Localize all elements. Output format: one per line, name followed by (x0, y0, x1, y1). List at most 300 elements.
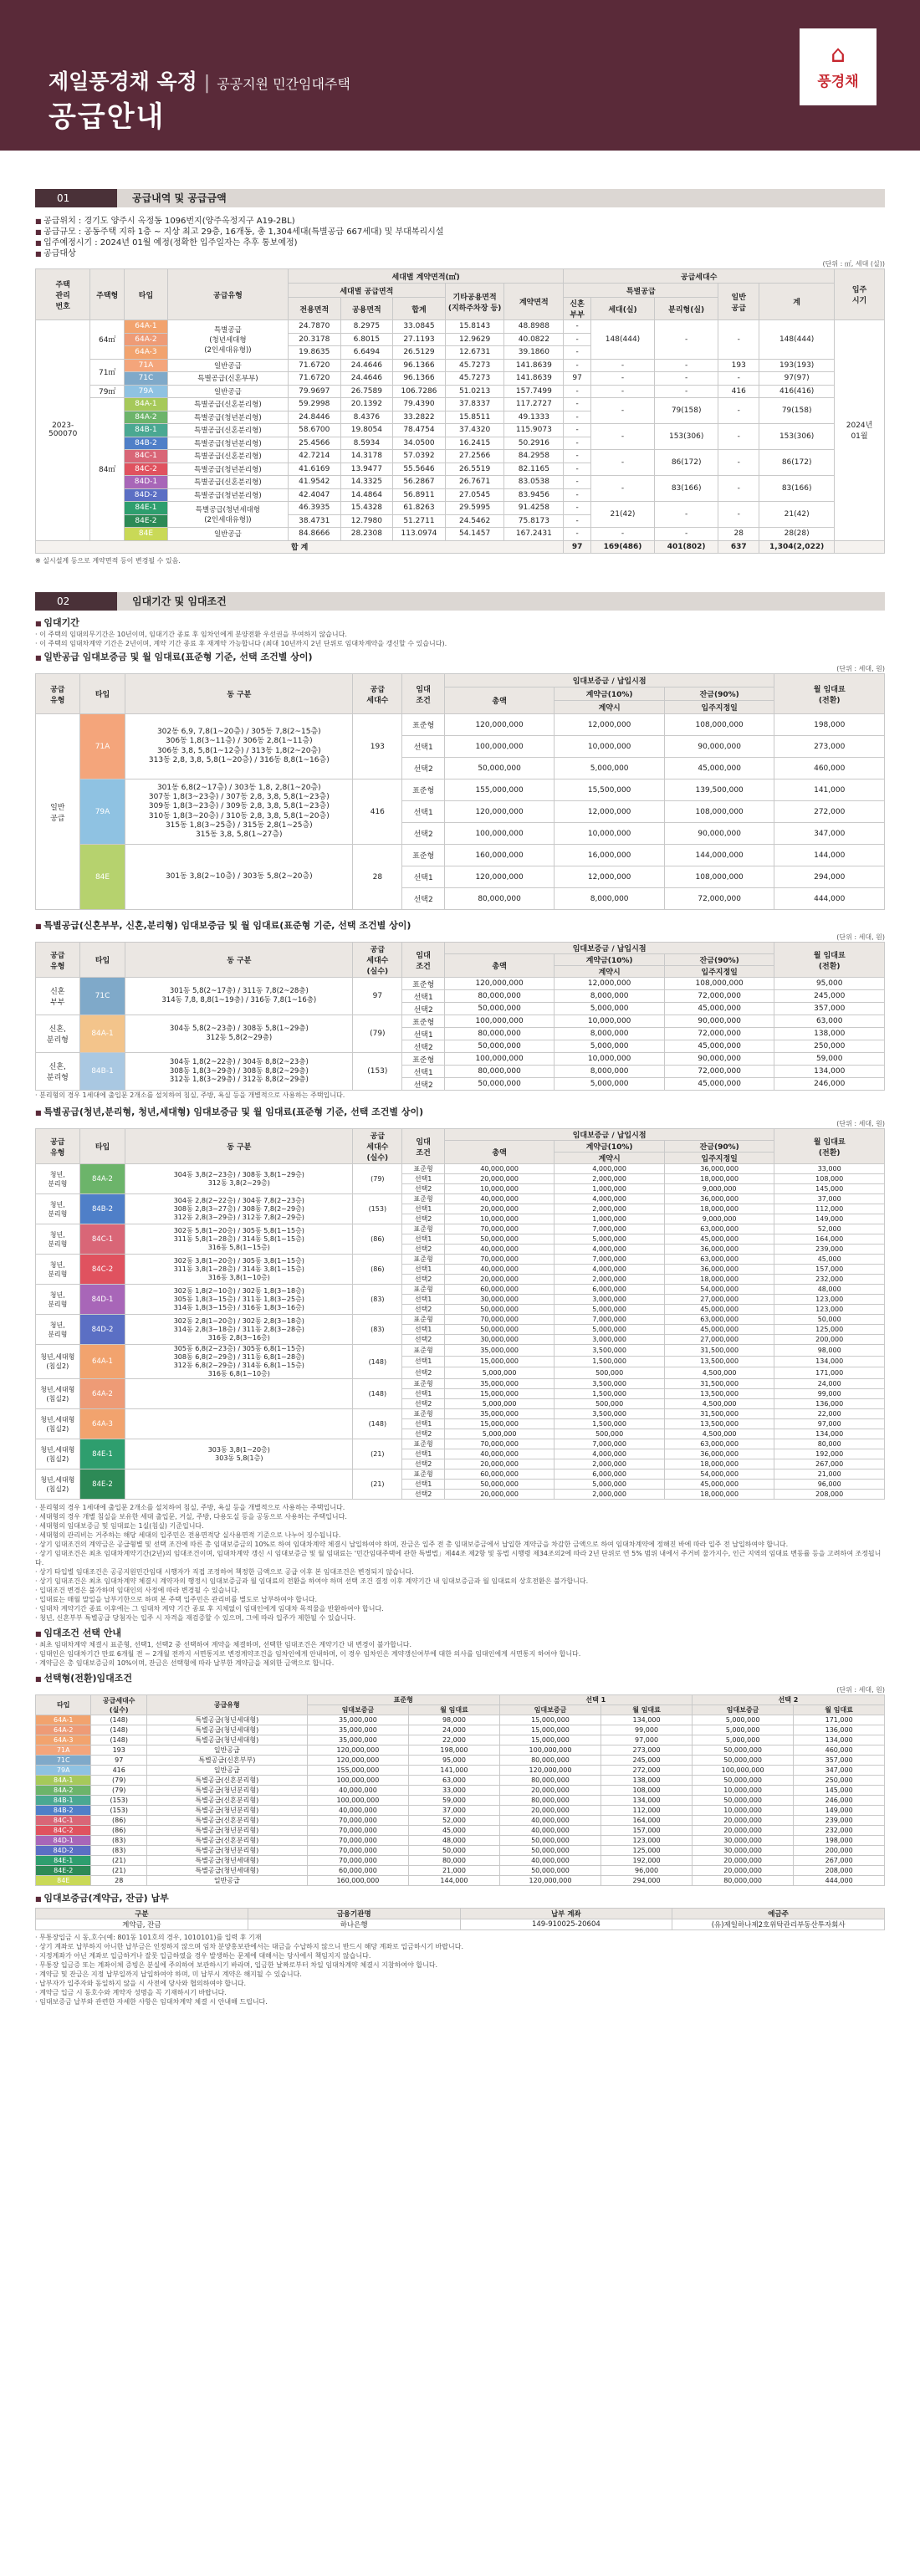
amount-value: 192,000 (601, 1856, 693, 1866)
amount-value: 63,000,000 (664, 1224, 774, 1234)
newlywed-count: - (564, 320, 591, 334)
info-item: ■ 공급대상 (35, 248, 885, 259)
general-count: 416 (718, 385, 759, 398)
amount-value: 35,000,000 (307, 1725, 408, 1735)
household-count: (21) (353, 1439, 402, 1469)
supply-unit: (단위 : ㎡, 세대 (실)) (822, 260, 885, 268)
amount-value: 12,000,000 (555, 714, 665, 736)
amount-value: 272,000 (774, 801, 885, 823)
amount-value: 8,000,000 (555, 1028, 665, 1040)
table-row (36, 1816, 885, 1826)
youth-count: - (590, 385, 654, 398)
dong-range: 302동 2,8(1~20층) / 302동 2,8(3~18층) 314동 2,8(3~18층) / 311동 2,8(3~28층) 316동 2,8(3~16층) (125, 1315, 353, 1345)
supply-kind: 특별공급(청년분리형) (146, 1846, 307, 1856)
area-value: 78.4754 (393, 424, 446, 437)
supply-info-list (35, 216, 885, 259)
table-row (36, 1053, 885, 1066)
condition-label: 선택2 (402, 1429, 444, 1439)
general-count: 193 (718, 359, 759, 372)
lease-table-grid (35, 942, 885, 1091)
table-row (36, 1735, 885, 1745)
amount-value: 136,000 (774, 1399, 885, 1409)
amount-value: 50,000,000 (499, 1836, 601, 1846)
type-swatch: 71C (36, 1756, 91, 1766)
area-value: 15.8511 (445, 411, 504, 424)
lease-note: · 세대형의 임대보증금 및 임대료는 1실(침실) 기준입니다. (35, 1521, 885, 1531)
supply-kind: 특별공급(청년분리형) (146, 1826, 307, 1836)
table-header-cell: 세대별 공급면적 (289, 284, 446, 298)
dong-range: 302동 1,8(2~10층) / 302동 1,8(3~18층) 305동 1,8(3~15층) / 311동 1,8(3~25층) 314동 1,8(3~15층) / 316동 1,8(3~16층) (125, 1285, 353, 1315)
amount-value: 30,000,000 (692, 1836, 793, 1846)
supply-kind: 특별공급(청년세대형) (146, 1866, 307, 1876)
amount-value: 90,000,000 (664, 1053, 774, 1066)
supply-kind: 일반공급 (167, 528, 288, 541)
condition-label: 표준형 (402, 1469, 444, 1480)
area-value: 14.3178 (340, 450, 393, 463)
amount-value: 99,000 (774, 1389, 885, 1399)
info-item: ■ 공급위치 : 경기도 양주시 옥정동 1096번지(양주옥정지구 A19-2BL) (35, 216, 885, 227)
household-count: 97 (353, 978, 402, 1015)
table-header-cell: 계 (759, 284, 835, 320)
newlywed-count: - (564, 424, 591, 437)
table-header-cell: 기타공용면적 (지하주차장 등) (445, 284, 504, 320)
amount-value: 72,000,000 (664, 1066, 774, 1078)
amount-value: 294,000 (774, 866, 885, 888)
condition-label: 선택2 (402, 1003, 444, 1015)
supply-kind: 특별공급(신혼분리형) (146, 1816, 307, 1826)
amount-value: 40,000,000 (444, 1194, 555, 1204)
amount-value: 50,000 (774, 1315, 885, 1325)
amount-value: 80,000 (774, 1439, 885, 1449)
total-count: 79(158) (759, 398, 835, 424)
condition-label: 표준형 (402, 1015, 444, 1028)
amount-value: 72,000,000 (664, 990, 774, 1003)
amount-value: 40,000,000 (499, 1856, 601, 1866)
total-empty (835, 540, 885, 554)
amount-value: 59,000 (774, 1053, 885, 1066)
table-header-cell: 선택 1 (499, 1695, 692, 1705)
lease-note: · 세대형의 관리비는 거주하는 해당 세대의 입주민은 전용면적당 실사용면적 기준으로 나누어 징수됩니다. (35, 1531, 885, 1540)
amount-value: 246,000 (794, 1796, 885, 1806)
supply-kind: 청년,세대형 (침실2) (36, 1469, 80, 1500)
total-count: 97(97) (759, 372, 835, 386)
area-value: 33.0845 (393, 320, 446, 334)
deposit-payment-heading: ■ 임대보증금(계약금, 잔금) 납부 (35, 1893, 885, 1905)
amount-value: 36,000,000 (664, 1449, 774, 1459)
dong-range: 304동 5,8(2~23층) / 308동 5,8(1~29층) 312동 5,8(2~29층) (125, 1015, 353, 1053)
table-header-cell: 총액 (444, 954, 555, 978)
type-swatch: 79A (36, 1766, 91, 1776)
amount-value: 63,000 (774, 1015, 885, 1028)
table-header-cell: 임대 조건 (402, 943, 444, 978)
table-header-cell: 세대별 계약면적(㎡) (289, 269, 564, 284)
amount-value: 273,000 (601, 1745, 693, 1756)
lease-note: · 상기 임대조건은 최초 임대차계약기간(2년)의 임대조건이며, 임대차계약 갱신 시 임대보증금 및 월 임대료는 '민간임대주택에 관한 특별법」제44조 제2항 및 동법 시행령 제34조의2에 따라 2년 단위로 연 5% 범위 내에서 주거비 물가지수, 인근 지역의 임대료 변동률 등을 고려하여 조정됩니다. (35, 1549, 885, 1567)
amount-value: 250,000 (774, 1040, 885, 1053)
area-value: 56.8911 (393, 488, 446, 502)
page-header (0, 0, 920, 151)
table-row (36, 372, 885, 386)
table-header-cell: 잔금(90%) (664, 687, 774, 701)
dong-range: 304동 3,8(2~23층) / 308동 3,8(1~29층) 312동 3,8(2~29층) (125, 1164, 353, 1194)
housing-type: 79㎡ (90, 385, 125, 398)
table-header-cell: 잔금(90%) (664, 954, 774, 966)
type-swatch: 71C (79, 978, 125, 1015)
area-value: 51.2711 (393, 514, 446, 528)
amount-value: 8,000,000 (555, 990, 665, 1003)
table-row (36, 978, 885, 990)
section-supply-header: 01 공급내역 및 공급금액 (35, 189, 885, 207)
type-swatch: 64A-2 (79, 1379, 125, 1409)
area-value: 167.2431 (504, 528, 564, 541)
amount-value: 2,000,000 (555, 1459, 665, 1469)
table-header-cell: 입주지정일 (664, 1153, 774, 1164)
table-row (36, 1015, 885, 1028)
amount-value: 80,000,000 (692, 1876, 793, 1886)
table-header-cell: 계약금(10%) (555, 954, 665, 966)
dong-range: 301동 6,8(2~17층) / 303동 1,8, 2,8(1~20층) 307동 1,8(3~23층) / 307동 2,8, 3,8, 5,8(1~23층) 309동 1,8(3~23층) / 309동 2,8, 3,8, 5,8(1~23층) 310동 1,8(3~20층) / 310동 2,8, 3,8, 5,8(1~20층) 315동 1,8(3~25층) / 315동 2,8(1~25층) 315동 3,8, 5,8(1~27층) (125, 779, 353, 845)
type-swatch: 84E-1 (36, 1856, 91, 1866)
logo-text: 풍경채 (817, 74, 859, 90)
area-value: 25.4566 (289, 437, 341, 450)
amount-value: 112,000 (601, 1806, 693, 1816)
amount-value: 35,000,000 (444, 1409, 555, 1419)
amount-value: 5,000,000 (444, 1367, 555, 1379)
amount-value: 123,000 (601, 1836, 693, 1846)
amount-value: 198,000 (409, 1745, 500, 1756)
household-count: (86) (91, 1816, 146, 1826)
amount-value: 13,500,000 (664, 1389, 774, 1399)
table-row (36, 1164, 885, 1174)
amount-value: 45,000,000 (664, 1234, 774, 1245)
table-header-cell: 분리형(실) (655, 298, 718, 320)
amount-value: 155,000,000 (307, 1766, 408, 1776)
amount-value: 48,000 (774, 1285, 885, 1295)
amount-value: 171,000 (774, 1367, 885, 1379)
amount-value: 15,000,000 (499, 1725, 601, 1735)
household-count: (153) (91, 1806, 146, 1816)
lease-note: · 세대형의 경우 개별 침실을 보유한 세대 출입문, 거실, 주방, 다용도실 등을 공동으로 사용하는 주택입니다. (35, 1512, 885, 1521)
amount-value: 50,000,000 (692, 1796, 793, 1806)
amount-value: 5,000,000 (555, 1040, 665, 1053)
area-value: 59.2998 (289, 398, 341, 411)
area-value: 54.1457 (445, 528, 504, 541)
dong-range: 304동 2,8(2~22층) / 304동 7,8(2~23층) 308동 2,8(3~27층) / 308동 7,8(2~29층) 312동 2,8(3~29층) / 312동 7,8(2~29층) (125, 1194, 353, 1224)
amount-value: 20,000,000 (692, 1826, 793, 1836)
type-swatch: 84A-2 (125, 411, 168, 424)
amount-value: 18,000,000 (664, 1204, 774, 1214)
newlywed-lease-unit: (단위 : 세대, 원) (836, 933, 885, 941)
amount-value: 149,000 (794, 1806, 885, 1816)
amount-value: 96,000 (774, 1480, 885, 1490)
split-count: 79(158) (655, 398, 718, 424)
amount-value: 4,500,000 (664, 1429, 774, 1439)
table-row (36, 1409, 885, 1419)
condition-label: 선택1 (402, 1234, 444, 1245)
amount-value: 63,000,000 (664, 1315, 774, 1325)
type-swatch: 84C-2 (79, 1255, 125, 1285)
table-row (36, 450, 885, 463)
amount-value: 40,000,000 (499, 1816, 601, 1826)
youth-count: - (590, 424, 654, 450)
payment-note: · 임대보증금 납부와 관련한 자세한 사항은 임대차계약 체결 시 안내해 드립니다. (35, 1997, 885, 2006)
amount-value: 4,000,000 (555, 1449, 665, 1459)
amount-value: 15,000,000 (499, 1715, 601, 1725)
amount-value: 45,000,000 (664, 1040, 774, 1053)
amount-value: 120,000,000 (444, 978, 555, 990)
amount-value: 3,500,000 (555, 1409, 665, 1419)
amount-value: 40,000,000 (444, 1265, 555, 1275)
amount-value: 27,000,000 (664, 1335, 774, 1345)
amount-value: 45,000 (409, 1826, 500, 1836)
condition-label: 선택1 (402, 1066, 444, 1078)
amount-value: 108,000 (601, 1786, 693, 1796)
area-value: 91.4258 (504, 502, 564, 515)
condition-label: 선택1 (402, 1265, 444, 1275)
condition-label: 선택2 (402, 1078, 444, 1091)
area-value: 34.0500 (393, 437, 446, 450)
type-swatch: 64A-3 (36, 1735, 91, 1745)
table-header-cell: 표준형 (307, 1695, 499, 1705)
total-value: 169(486) (590, 540, 654, 554)
table-header-cell: 공급 유형 (36, 943, 80, 978)
amount-value: 2,000,000 (555, 1275, 665, 1285)
option-note: · 최초 임대차계약 체결시 표준형, 선택1, 선택2 중 선택하여 계약을 체결하며, 선택한 임대조건은 계약기간 내 변경이 불가합니다. (35, 1640, 885, 1649)
amount-value: 31,500,000 (664, 1345, 774, 1357)
condition-label: 선택1 (402, 1204, 444, 1214)
area-value: 24.4646 (340, 359, 393, 372)
condition-label: 표준형 (402, 1053, 444, 1066)
amount-value: 72,000,000 (664, 888, 774, 910)
amount-value: 16,000,000 (555, 845, 665, 866)
area-value: 83.0538 (504, 476, 564, 489)
amount-value: 60,000,000 (444, 1469, 555, 1480)
supply-kind: 일반공급 (146, 1876, 307, 1886)
amount-value: 15,000,000 (499, 1735, 601, 1745)
table-header-cell: 월 임대료 (전환) (774, 943, 885, 978)
condition-label: 선택1 (402, 1480, 444, 1490)
supply-kind: 청년,세대형 (침실2) (36, 1439, 80, 1469)
amount-value: 15,000,000 (444, 1389, 555, 1399)
area-value: 19.8635 (289, 346, 341, 360)
table-header-cell: 임대보증금 (307, 1705, 408, 1715)
condition-label: 선택2 (402, 1399, 444, 1409)
area-value: 8.5934 (340, 437, 393, 450)
table-row (36, 1856, 885, 1866)
amount-value: 50,000,000 (692, 1756, 793, 1766)
supply-kind: 특별공급(신혼분리형) (167, 398, 288, 411)
amount-value: 35,000,000 (307, 1735, 408, 1745)
general-count: - (718, 424, 759, 450)
area-value: 8.2975 (340, 320, 393, 334)
condition-label: 표준형 (402, 1439, 444, 1449)
condition-label: 표준형 (402, 1409, 444, 1419)
amount-value: 5,000,000 (555, 1305, 665, 1315)
general-count: - (718, 502, 759, 528)
supply-kind: 일반공급 (167, 385, 288, 398)
condition-label: 표준형 (402, 1379, 444, 1389)
household-count: (21) (91, 1866, 146, 1876)
newlywed-count: 97 (564, 372, 591, 386)
dong-range: 303동 3,8(1~20층) 303동 5,8(1층) (125, 1439, 353, 1469)
area-value: 26.5519 (445, 463, 504, 476)
type-swatch: 84D-2 (79, 1315, 125, 1345)
type-swatch: 84C-1 (125, 450, 168, 463)
condition-label: 선택2 (402, 1490, 444, 1500)
amount-value: 5,000,000 (555, 1003, 665, 1015)
household-count: (148) (91, 1715, 146, 1725)
household-count: (148) (353, 1345, 402, 1379)
amount-value: 138,000 (774, 1028, 885, 1040)
supply-kind: 특별공급(청년분리형) (167, 463, 288, 476)
amount-value: 80,000,000 (499, 1776, 601, 1786)
amount-value: 1,500,000 (555, 1356, 665, 1367)
condition-label: 선택2 (402, 758, 444, 779)
amount-value: 141,000 (409, 1766, 500, 1776)
amount-value: 3,500,000 (555, 1345, 665, 1357)
payment-note: · 무통장 입금증 또는 계좌이체 증빙은 분실에 주의하여 보관하시기 바라며, 입금한 날짜로부터 차일 임대차계약 체결시 지참하여야 합니다. (35, 1960, 885, 1970)
supply-kind: 특별공급(청년분리형) (146, 1786, 307, 1796)
household-count: (153) (353, 1194, 402, 1224)
condition-label: 표준형 (402, 1224, 444, 1234)
condition-label: 선택1 (402, 1325, 444, 1335)
amount-value: 6,000,000 (555, 1285, 665, 1295)
payment-note: · 계약금 입금 시 동호수와 계약자 성명을 꼭 기재하시기 바랍니다. (35, 1988, 885, 1997)
area-value: 6.8015 (340, 333, 393, 346)
area-value: 49.1333 (504, 411, 564, 424)
area-value: 50.2916 (504, 437, 564, 450)
table-header-cell: 동 구분 (125, 943, 353, 978)
amount-value: 1,000,000 (555, 1214, 665, 1224)
amount-value: 157,000 (601, 1826, 693, 1836)
table-header-cell: 월 임대료 (전환) (774, 1129, 885, 1164)
type-swatch: 84A-2 (79, 1164, 125, 1194)
amount-value: 40,000,000 (307, 1806, 408, 1816)
household-count: (86) (353, 1255, 402, 1285)
table-header-cell: 동 구분 (125, 1129, 353, 1164)
condition-label: 선택1 (402, 1174, 444, 1184)
general-count: 28 (718, 528, 759, 541)
condition-label: 표준형 (402, 1285, 444, 1295)
table-header-cell: 월 임대료 (전환) (774, 674, 885, 714)
table-header-cell: 공급유형 (146, 1695, 307, 1715)
table-row (36, 398, 885, 411)
split-count: 153(306) (655, 424, 718, 450)
newlywed-count: - (564, 514, 591, 528)
area-value: 96.1366 (393, 359, 446, 372)
type-swatch: 84B-1 (79, 1053, 125, 1091)
table-row (36, 1836, 885, 1846)
household-count: 193 (353, 714, 402, 779)
type-swatch: 84D-2 (36, 1846, 91, 1856)
amount-value: 70,000,000 (444, 1255, 555, 1265)
table-header-cell: 입주지정일 (664, 966, 774, 978)
table-row (36, 1756, 885, 1766)
amount-value: 70,000,000 (307, 1856, 408, 1866)
supply-table (35, 268, 885, 554)
amount-value: 97,000 (601, 1735, 693, 1745)
supply-kind: 신혼 부부 (36, 978, 80, 1015)
area-value: 29.5995 (445, 502, 504, 515)
amount-value: 20,000,000 (499, 1786, 601, 1796)
area-value: 58.6700 (289, 424, 341, 437)
newlywed-count: - (564, 437, 591, 450)
newlywed-count: - (564, 333, 591, 346)
amount-value: 18,000,000 (664, 1490, 774, 1500)
amount-value: 1,500,000 (555, 1389, 665, 1399)
amount-value: 157,000 (774, 1265, 885, 1275)
table-header-cell: 금융기관명 (248, 1909, 460, 1919)
household-count: (21) (91, 1856, 146, 1866)
amount-value: 99,000 (601, 1725, 693, 1735)
table-row (36, 1745, 885, 1756)
area-value: 15.8143 (445, 320, 504, 334)
amount-value: 100,000,000 (444, 823, 555, 845)
type-swatch: 84E-2 (36, 1866, 91, 1876)
amount-value: 120,000,000 (499, 1876, 601, 1886)
supply-kind: 청년, 분리형 (36, 1224, 80, 1255)
area-value: 37.8337 (445, 398, 504, 411)
condition-label: 선택1 (402, 1449, 444, 1459)
type-swatch: 84E (125, 528, 168, 541)
amount-value: 40,000,000 (444, 1245, 555, 1255)
area-value: 42.7214 (289, 450, 341, 463)
youth-lease-heading: ■ 특별공급(청년,분리형, 청년,세대형) 임대보증금 및 월 임대료(표준형 기준, 선택 조건별 상이) (35, 1107, 885, 1119)
area-value: 141.8639 (504, 372, 564, 386)
amount-value: 45,000 (774, 1255, 885, 1265)
amount-value: 294,000 (601, 1876, 693, 1886)
amount-value: 5,000,000 (444, 1429, 555, 1439)
household-count: (148) (91, 1735, 146, 1745)
amount-value: 22,000 (409, 1735, 500, 1745)
amount-value: 246,000 (774, 1078, 885, 1091)
amount-value: 100,000,000 (444, 736, 555, 758)
amount-value: 125,000 (601, 1846, 693, 1856)
newlywed-count: - (564, 463, 591, 476)
type-swatch: 84E-1 (79, 1439, 125, 1469)
amount-value: 198,000 (774, 714, 885, 736)
amount-value: 18,000,000 (664, 1174, 774, 1184)
amount-value: 208,000 (794, 1866, 885, 1876)
amount-value: 50,000,000 (499, 1846, 601, 1856)
amount-value: 141,000 (774, 779, 885, 801)
logo-house-icon: ⌂ (831, 40, 846, 68)
conversion-table-grid (35, 1694, 885, 1886)
area-value: 19.8054 (340, 424, 393, 437)
area-value: 55.5646 (393, 463, 446, 476)
amount-value: 108,000 (774, 1174, 885, 1184)
table-header-cell: 공급 세대수 (실수) (353, 1129, 402, 1164)
amount-value: 112,000 (774, 1204, 885, 1214)
type-swatch: 64A-2 (125, 333, 168, 346)
amount-value: 134,000 (774, 1066, 885, 1078)
amount-value: 120,000,000 (444, 801, 555, 823)
amount-value: 96,000 (601, 1866, 693, 1876)
amount-value: 1,000,000 (555, 1184, 665, 1194)
table-row (36, 779, 885, 801)
area-value: 71.6720 (289, 372, 341, 386)
lease-table-grid (35, 1128, 885, 1500)
area-value: 106.7286 (393, 385, 446, 398)
amount-value: 5,000,000 (444, 1399, 555, 1409)
amount-value: 18,000,000 (664, 1459, 774, 1469)
amount-value: 52,000 (774, 1224, 885, 1234)
split-count: - (655, 320, 718, 360)
type-swatch: 64A-1 (125, 320, 168, 334)
household-count: (83) (91, 1836, 146, 1846)
type-swatch: 64A-2 (36, 1725, 91, 1735)
condition-label: 표준형 (402, 1315, 444, 1325)
